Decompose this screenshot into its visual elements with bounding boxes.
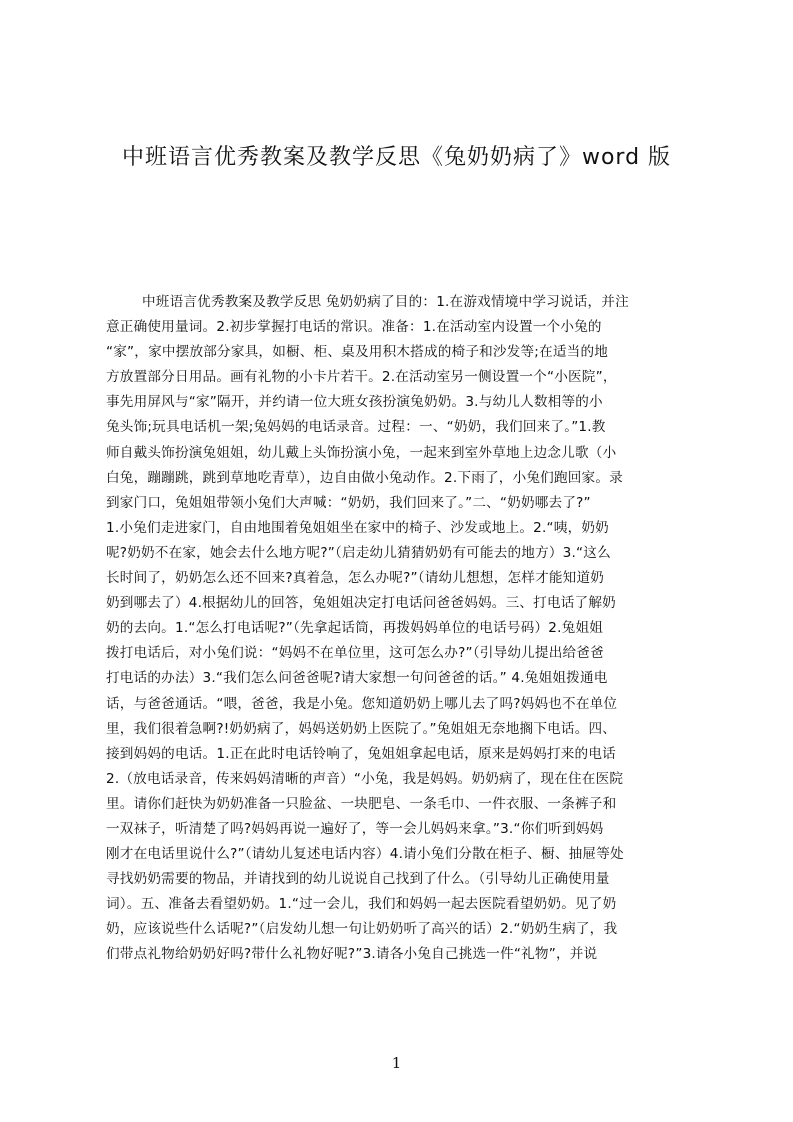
paragraph-line: 兔头饰;玩具电话机一架;兔妈妈的电话录音。过程：一、“奶奶，我们回来了。”1.教 bbox=[106, 419, 606, 436]
paragraph-line: 里，我们很着急啊?!奶奶病了，妈妈送奶奶上医院了。”兔姐姐无奈地搁下电话。四、 bbox=[106, 720, 617, 737]
document-title: 中班语言优秀教案及教学反思《兔奶奶病了》word 版 bbox=[121, 145, 672, 170]
paragraph-line: 方放置部分日用品。画有礼物的小卡片若干。2.在活动室另一侧设置一个“小医院”， bbox=[106, 369, 617, 386]
paragraph-line: 拨打电话后，对小兔们说：“妈妈不在单位里，这可怎么办?”（引导幼儿提出给爸爸 bbox=[106, 645, 604, 662]
paragraph-line: 话，与爸爸通话。“喂，爸爸，我是小兔。您知道奶奶上哪儿去了吗?妈妈也不在单位 bbox=[106, 695, 618, 712]
paragraph-line: 到家门口，兔姐姐带领小兔们大声喊：“奶奶，我们回来了。”二、“奶奶哪去了?” bbox=[106, 494, 591, 511]
paragraph-line: 们带点礼物给奶奶好吗?带什么礼物好呢?”3.请各小兔自己挑选一件“礼物”，并说 bbox=[106, 946, 598, 963]
paragraph-line: 长时间了，奶奶怎么还不回来?真着急，怎么办呢?”（请幼儿想想，怎样才能知道奶 bbox=[106, 570, 605, 587]
paragraph-line: 刚才在电话里说什么?”（请幼儿复述电话内容）4.请小兔们分散在柜子、橱、抽屉等处 bbox=[106, 846, 624, 863]
paragraph-line: “家”，家中摆放部分家具，如橱、柜、桌及用积木搭成的椅子和沙发等;在适当的地 bbox=[106, 344, 609, 361]
paragraph-line: 词）。五、准备去看望奶奶。1.“过一会儿，我们和妈妈一起去医院看望奶奶。见了奶 bbox=[106, 896, 617, 913]
paragraph-line: 奶的去向。1.“怎么打电话呢?”（先拿起话筒，再拨妈妈单位的电话号码）2.兔姐姐 bbox=[106, 620, 604, 637]
paragraph-line: 中班语言优秀教案及教学反思 兔奶奶病了目的：1.在游戏情境中学习说话，并注 bbox=[142, 294, 629, 310]
paragraph-line: 里。请你们赶快为奶奶准备一只脸盆、一块肥皂、一条毛巾、一件衣服、一条裤子和 bbox=[106, 795, 617, 812]
paragraph-line: 接到妈妈的电话。1.正在此时电话铃响了，兔姐姐拿起电话，原来是妈妈打来的电话 bbox=[106, 745, 616, 762]
paragraph-line: 事先用屏风与“家”隔开，并约请一位大班女孩扮演兔奶奶。3.与幼儿人数相等的小 bbox=[106, 394, 603, 411]
paragraph-line: 师自戴头饰扮演兔姐姐，幼儿戴上头饰扮演小兔，一起来到室外草地上边念儿歌（小 bbox=[106, 444, 617, 461]
paragraph-line: 寻找奶奶需要的物品，并请找到的幼儿说说自己找到了什么。（引导幼儿正确使用量 bbox=[106, 871, 610, 888]
paragraph-line: 2.（放电话录音，传来妈妈清晰的声音）“小兔，我是妈妈。奶奶病了，现在住在医院 bbox=[106, 770, 624, 787]
paragraph-line: 1.小兔们走进家门，自由地围着兔姐姐坐在家中的椅子、沙发或地上。2.“咦，奶奶 bbox=[106, 519, 609, 536]
paragraph-line: 一双袜子，听清楚了吗?妈妈再说一遍好了，等一会儿妈妈来拿。”3.“你们听到妈妈 bbox=[106, 820, 604, 837]
paragraph-line: 白兔，蹦蹦跳，跳到草地吃青草），边自由做小兔动作。2.下雨了，小兔们跑回家。录 bbox=[106, 469, 623, 486]
paragraph-line: 呢?奶奶不在家，她会去什么地方呢?”（启走幼儿猜猜奶奶有可能去的地方）3.“这么 bbox=[106, 544, 611, 561]
paragraph-line: 奶，应该说些什么话呢?”（启发幼儿想一句让奶奶听了高兴的话）2.“奶奶生病了，我 bbox=[106, 921, 618, 938]
paragraph-line: 意正确使用量词。2.初步掌握打电话的常识。准备：1.在活动室内设置一个小兔的 bbox=[106, 319, 602, 336]
paragraph-line: 打电话的办法）3.“我们怎么问爸爸呢?请大家想一句问爸爸的话。” 4.兔姐姐拨通电 bbox=[106, 670, 608, 687]
page-number: 1 bbox=[391, 1054, 402, 1072]
document-body bbox=[106, 290, 698, 968]
paragraph-line: 奶到哪去了）4.根据幼儿的回答，兔姐姐决定打电话问爸爸妈妈。三、打电话了解奶 bbox=[106, 595, 616, 612]
